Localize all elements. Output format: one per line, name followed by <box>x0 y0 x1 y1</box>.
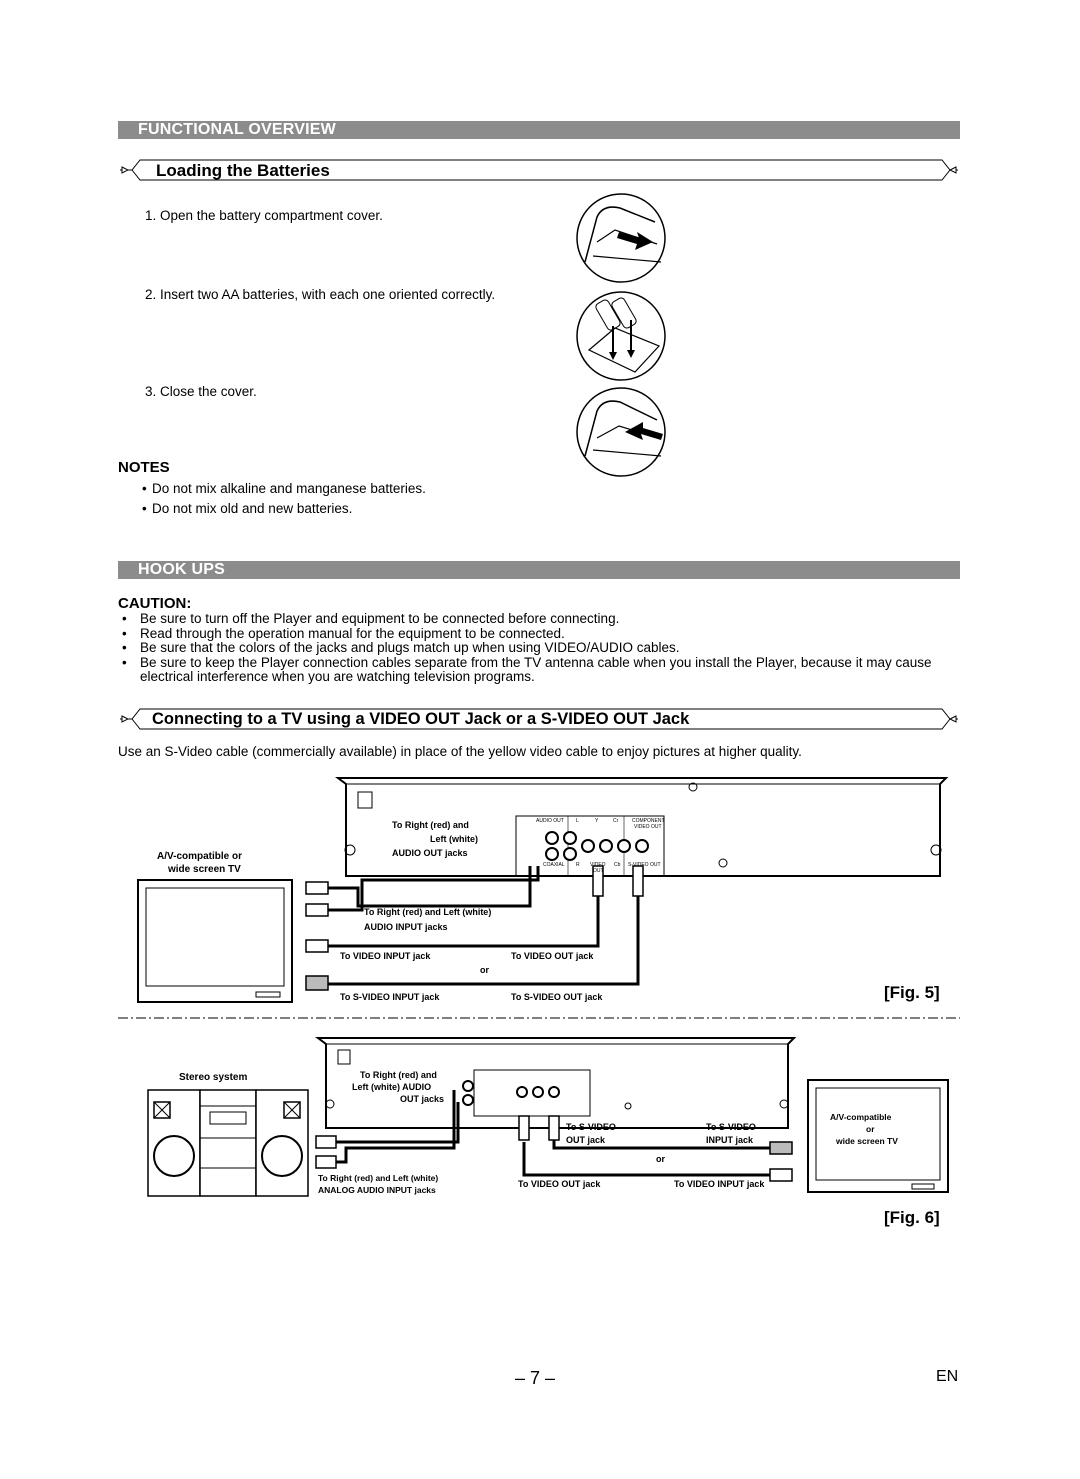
fig5-svideo-in-label: To S-VIDEO INPUT jack <box>340 992 440 1002</box>
fig5-diagram <box>118 770 960 1010</box>
page-number: – 7 – <box>515 1368 556 1388</box>
caution-item: • Be sure that the colors of the jacks and plugs match up when using VIDEO/AUDIO cables. <box>118 641 960 656</box>
caution-title: CAUTION: <box>118 595 192 612</box>
fig6-tv-label: or <box>866 1124 875 1134</box>
panel-label: Cr <box>613 818 619 824</box>
panel-label: COMPONENT <box>632 818 665 824</box>
caution-item: • Be sure to keep the Player connection cables separate from the TV antenna cable when you install the Player, because it may cause electrical interference when you are watching television programs. <box>118 656 960 685</box>
fig6-audio-out-label: OUT jacks <box>400 1094 445 1104</box>
fig6-svideo-out-label: To S-VIDEO <box>566 1122 616 1132</box>
panel-label: R <box>576 862 580 868</box>
panel-label: L <box>576 818 579 824</box>
fig6-video-in-label: To VIDEO INPUT jack <box>674 1179 765 1189</box>
step-3: 3. Close the cover. <box>145 384 257 399</box>
fig6-label: [Fig. 6] <box>884 1208 940 1227</box>
fig6-audio-out-label: To Right (red) and <box>360 1070 437 1080</box>
insert-batteries-illustration <box>575 290 667 382</box>
close-cover-illustration <box>575 386 667 478</box>
fig6-analog-label: To Right (red) and Left (white) <box>318 1173 439 1183</box>
panel-label: VIDEO OUT <box>634 824 662 830</box>
fig5-or-label: or <box>480 965 489 975</box>
fig5-tv-label: wide screen TV <box>168 864 241 875</box>
note-item: • Do not mix old and new batteries. <box>140 499 426 519</box>
functional-overview-header: FUNCTIONAL OVERVIEW <box>118 121 960 139</box>
panel-label: AUDIO OUT <box>536 818 564 824</box>
fig6-audio-out-label: Left (white) AUDIO <box>352 1082 432 1092</box>
fig5-audio-out-label: To Right (red) and <box>392 820 469 830</box>
fig5-tv-label: A/V-compatible or <box>157 851 243 862</box>
fig5-svideo-out-label: To S-VIDEO OUT jack <box>511 992 603 1002</box>
panel-label: OUT <box>593 868 604 874</box>
fig5-audio-out-label: AUDIO OUT jacks <box>392 848 468 858</box>
fig6-tv-label: wide screen TV <box>836 1136 898 1146</box>
connect-description: Use an S-Video cable (commercially available) in place of the yellow video cable to enjoy pictures at higher quality. <box>118 744 802 759</box>
loading-batteries-title: Loading the Batteries <box>156 161 330 180</box>
open-cover-illustration <box>575 192 667 284</box>
step-1: 1. Open the battery compartment cover. <box>145 208 383 223</box>
hook-ups-header: HOOK UPS <box>118 561 960 579</box>
fig5-video-in-label: To VIDEO INPUT jack <box>340 951 431 961</box>
step-2: 2. Insert two AA batteries, with each one oriented correctly. <box>145 287 496 302</box>
fig6-svideo-in-label: To S-VIDEO <box>706 1122 756 1132</box>
language-code: EN <box>936 1368 959 1385</box>
notes-title: NOTES <box>118 459 170 476</box>
fig6-svideo-out-label: OUT jack <box>566 1135 606 1145</box>
panel-label: Y <box>595 818 599 824</box>
fig6-tv-label: A/V-compatible <box>830 1112 892 1122</box>
fig6-svideo-in-label: INPUT jack <box>706 1135 754 1145</box>
fig6-video-out-label: To VIDEO OUT jack <box>518 1179 601 1189</box>
panel-label: Cb <box>614 862 621 868</box>
panel-label: S-VIDEO OUT <box>628 862 661 868</box>
fig5-video-out-label: To VIDEO OUT jack <box>511 951 594 961</box>
fig6-analog-label: ANALOG AUDIO INPUT jacks <box>318 1185 436 1195</box>
fig5-audio-out-label: Left (white) <box>430 834 478 844</box>
fig5-audio-in-label: AUDIO INPUT jacks <box>364 922 448 932</box>
panel-label: COAXIAL <box>543 862 565 868</box>
caution-item: • Be sure to turn off the Player and equipment to be connected before connecting. <box>118 612 960 627</box>
note-item: • Do not mix alkaline and manganese batteries. <box>140 479 426 499</box>
fig6-stereo-label: Stereo system <box>179 1072 248 1083</box>
panel-label: VIDEO <box>590 862 606 868</box>
figure-divider <box>118 1016 960 1020</box>
connect-title: Connecting to a TV using a VIDEO OUT Jack or a S-VIDEO OUT Jack <box>152 710 690 728</box>
fig6-or-label: or <box>656 1154 665 1164</box>
fig5-label: [Fig. 5] <box>884 983 940 1002</box>
caution-item: • Read through the operation manual for the equipment to be connected. <box>118 627 960 642</box>
fig5-audio-in-label: To Right (red) and Left (white) <box>364 907 492 917</box>
